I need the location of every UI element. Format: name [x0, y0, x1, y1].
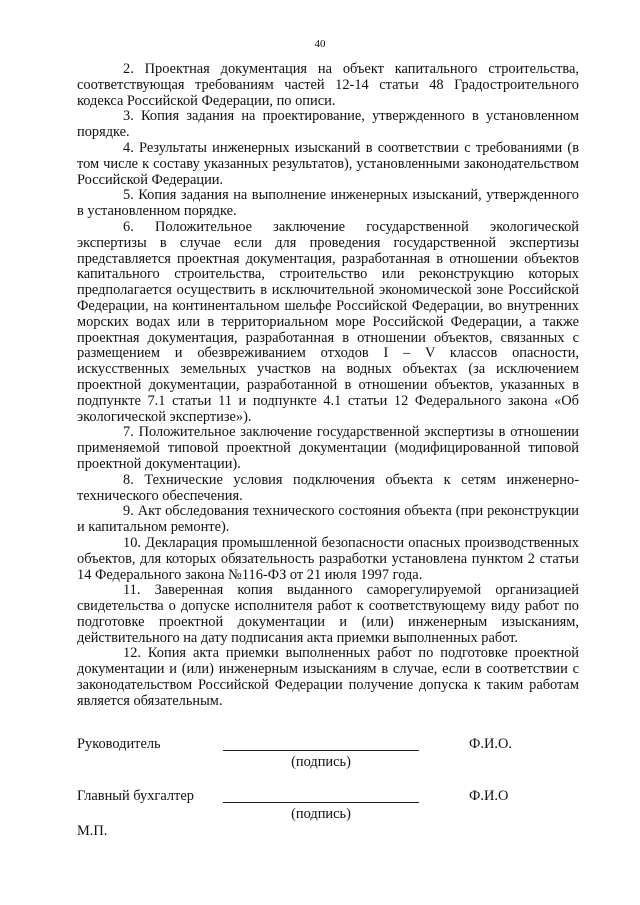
list-item: 3. Копия задания на проектирование, утвержденного в установленном порядке. — [77, 108, 579, 141]
accountant-fio: Ф.И.О — [469, 788, 509, 804]
head-fio: Ф.И.О. — [469, 736, 512, 752]
list-item: 9. Акт обследования технического состояния объекта (при реконструкции и капитальном ремонте). — [77, 503, 579, 536]
stamp-mark: М.П. — [77, 823, 108, 839]
list-item: 8. Технические условия подключения объекта к сетям инженерно-технического обеспечения. — [77, 471, 579, 504]
accountant-label: Главный бухгалтер — [77, 788, 194, 804]
list-item: 4. Результаты инженерных изысканий в соответствии с требованиями (в том числе к составу указанных результатов), установленными законодательством Российской Федерации. — [77, 139, 579, 188]
accountant-signature-line — [223, 802, 419, 803]
head-signature-line — [223, 750, 419, 751]
list-item: 2. Проектная документация на объект капитального строительства, соответствующая требованиям частей 12-14 статьи 48 Градостроительного кодекса Российской Федерации, по описи. — [77, 61, 579, 109]
list-item: 6. Положительное заключение государственной экологической экспертизы в случае если для проведения государственной экспертизы представляется проектная документация, разработанная в отношении объектов капитального строительства, строительство или реконструкцию которых предполагается осуществить в исключительной экономической зоне Российской Федерации, на континентальном шельфе Российской Федерации, во внутренних морских водах или в территориальном море Российской Федерации, а также проектная документация, разработанная в отношении объектов, связанных с размещением и обезвреживанием отходов I – V классов опасности, искусственных земельных участков на водных объектах (за исключением проектной документации, разработанной в отношении объектов, указанных в подпункте 7.1 статьи 11 и подпункте 4.1 статьи 12 Федерального закона «Об экологической экспертизе»). — [77, 218, 579, 425]
list-item: 12. Копия акта приемки выполненных работ по подготовке проектной документации и (или) инженерным изысканиям в случае, если в соответствии с законодательством Российской Федерации получение допуска к таким работам является обязательным. — [77, 645, 579, 709]
accountant-signature-hint: (подпись) — [291, 806, 351, 822]
list-item: 10. Декларация промышленной безопасности опасных производственных объектов, для которых обязательность разработки установлена пунктом 2 статьи 14 Федерального закона №116-ФЗ от 21 июля 1997 года. — [77, 534, 579, 583]
list-item: 5. Копия задания на выполнение инженерных изысканий, утвержденного в установленном порядке. — [77, 187, 579, 220]
page-number: 40 — [314, 38, 326, 50]
head-label: Руководитель — [77, 736, 161, 752]
list-item: 7. Положительное заключение государственной экспертизы в отношении применяемой типовой проектной документации (модифицированной типовой проектной документации). — [77, 424, 579, 472]
requirements-list — [77, 62, 579, 710]
head-signature-hint: (подпись) — [291, 754, 351, 770]
list-item: 11. Заверенная копия выданного саморегулируемой организацией свидетельства о допуске исполнителя работ к соответствующему виду работ по подготовке проектной документации и (или) инженерным изысканиям, действительного на дату подписания акта приемки выполненных работ. — [77, 582, 579, 646]
